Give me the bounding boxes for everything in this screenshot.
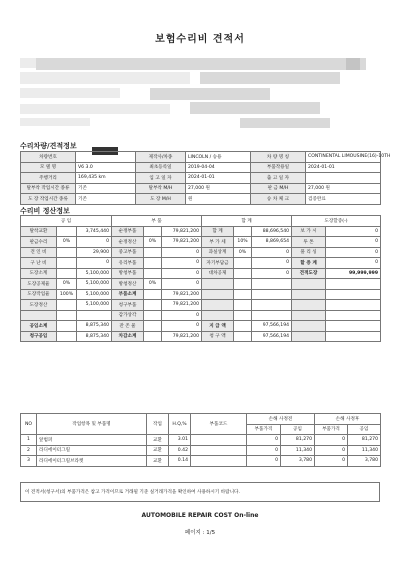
parts-cell: 교환: [147, 435, 169, 446]
sub-labor: 공임: [348, 424, 381, 435]
field-value: 0: [326, 247, 381, 258]
redacted-block: [240, 118, 330, 128]
col-no: NO: [21, 414, 37, 435]
parts-cell: 0: [315, 456, 348, 467]
field-label: 할 증 계: [292, 258, 326, 269]
field-value: 10%: [234, 237, 252, 248]
field-value: [234, 258, 252, 269]
parts-cell: [191, 445, 247, 456]
field-label: 도 장 M/H: [136, 194, 186, 205]
field-label: 방청부품: [112, 268, 144, 279]
field-value: 2024-01-01: [306, 162, 381, 173]
parts-cell: 2: [21, 445, 37, 456]
table-row: [21, 162, 381, 173]
field-value: [57, 268, 77, 279]
redacted-block: [20, 72, 190, 84]
field-value: 5,100,000: [77, 279, 112, 290]
field-value: LINCOLN / 승용: [186, 152, 251, 163]
field-value: 2019-04-04: [186, 162, 251, 173]
header-parts: 부 품: [112, 216, 202, 227]
field-label: [292, 279, 326, 290]
field-value: 0: [326, 258, 381, 269]
field-value: [252, 279, 292, 290]
redacted-block: [20, 118, 90, 126]
field-value: 5,100,000: [77, 268, 112, 279]
field-value: [326, 321, 381, 332]
table-row: [21, 456, 381, 467]
parts-cell: 3,780: [281, 456, 315, 467]
parts-cell: [191, 456, 247, 467]
field-label: 제작사/차종: [136, 152, 186, 163]
field-value: 100%: [57, 289, 77, 300]
table-row: [21, 331, 381, 342]
field-label: [292, 321, 326, 332]
field-value: [77, 310, 112, 321]
field-value: [252, 310, 292, 321]
table-row: [21, 321, 381, 332]
field-value: 2024-01-01: [186, 173, 251, 184]
field-value: 8,875,340: [77, 321, 112, 332]
field-label: 청 구 액: [202, 331, 234, 342]
field-value: 27,000 원: [306, 183, 381, 194]
field-value: [234, 321, 252, 332]
field-value: 원: [186, 194, 251, 205]
settlement-table: [20, 215, 381, 342]
sub-part-price: 부품가격: [247, 424, 281, 435]
field-value: 0%: [144, 237, 162, 248]
header-paint-surcharge: 도장할증(-): [292, 216, 381, 227]
field-value: 79,821,200: [162, 237, 202, 248]
field-value: 29,900: [77, 247, 112, 258]
field-value: 0: [162, 268, 202, 279]
field-value: 79,821,200: [162, 289, 202, 300]
parts-cell: 앞범퍼: [37, 435, 147, 446]
field-label: 차량번호: [21, 152, 76, 163]
parts-cell: 교환: [147, 445, 169, 456]
parts-cell: 11,340: [348, 445, 381, 456]
field-label: 잔 존 물: [112, 321, 144, 332]
vehicle-section-title: 수리차량/견적정보: [20, 142, 77, 150]
field-value: 0%: [144, 279, 162, 290]
field-label: 판 금 M/H: [251, 183, 306, 194]
field-label: 공임소계: [21, 321, 57, 332]
field-label: 도장소계: [21, 268, 57, 279]
field-label: 보 가 시: [292, 226, 326, 237]
field-value: 기존: [76, 194, 136, 205]
redacted-block: [346, 58, 360, 70]
field-label: 도 장 작업시간 종류: [21, 194, 76, 205]
field-value: [144, 289, 162, 300]
footer-title: AUTOMOBILE REPAIR COST On-line: [141, 512, 259, 519]
sub-part-price: 부품가격: [315, 424, 348, 435]
field-value: [252, 289, 292, 300]
field-value: [326, 300, 381, 311]
field-value: [57, 247, 77, 258]
field-value: [234, 268, 252, 279]
table-row: [21, 237, 381, 248]
field-value: [326, 279, 381, 290]
field-value: 0: [162, 321, 202, 332]
field-label: 견 인 비: [21, 247, 57, 258]
sub-labor: 공임: [281, 424, 315, 435]
field-label: 도장공제율: [21, 279, 57, 290]
field-value: 79,821,200: [162, 300, 202, 311]
field-value: 5,100,000: [77, 300, 112, 311]
parts-cell: 1: [21, 435, 37, 446]
vehicle-info-table: [20, 151, 391, 205]
table-row: [21, 310, 381, 321]
field-value: 0: [326, 226, 381, 237]
col-hq: H.Q,%: [169, 414, 191, 435]
table-row: [21, 268, 381, 279]
table-row: [21, 279, 381, 290]
field-value: [326, 310, 381, 321]
parts-cell: 라디에이터그릴: [37, 445, 147, 456]
field-label: 중고부품: [112, 247, 144, 258]
field-label: [202, 300, 234, 311]
field-value: [57, 226, 77, 237]
field-label: 대차공제: [202, 268, 234, 279]
field-label: 순정정산: [112, 237, 144, 248]
field-value: 5,100,000: [77, 289, 112, 300]
field-value: [76, 152, 136, 163]
field-label: 유리부품: [112, 258, 144, 269]
field-label: [292, 300, 326, 311]
field-label: [202, 289, 234, 300]
field-value: 0: [77, 237, 112, 248]
redacted-block: [20, 58, 36, 68]
field-label: 풀 리 싱: [292, 247, 326, 258]
parts-cell: 라디에이터그릴브라켓: [37, 456, 147, 467]
parts-cell: 3,780: [348, 456, 381, 467]
field-label: 부 가 세: [202, 237, 234, 248]
field-value: [234, 226, 252, 237]
field-value: [326, 289, 381, 300]
field-label: 탈부착 작업시간 종류: [21, 183, 76, 194]
redacted-block: [200, 72, 340, 84]
field-value: 0: [252, 247, 292, 258]
redacted-block: [190, 102, 320, 114]
parts-cell: 81,270: [348, 435, 381, 446]
field-value: [57, 300, 77, 311]
parts-cell: 0: [247, 445, 281, 456]
field-value: [57, 331, 77, 342]
field-value: [57, 310, 77, 321]
field-value: 0: [162, 247, 202, 258]
field-value: [144, 321, 162, 332]
field-label: 출 고 일 자: [251, 173, 306, 184]
table-row: [21, 183, 381, 194]
field-label: [292, 331, 326, 342]
field-value: [144, 268, 162, 279]
redacted-block: [150, 88, 270, 100]
col-part-code: 부품코드: [191, 414, 247, 435]
field-label: 방청정산: [112, 279, 144, 290]
col-after-adjust: 손해 사정후: [315, 414, 381, 425]
table-row: [21, 289, 381, 300]
header-labor: 공 임: [21, 216, 112, 227]
parts-cell: [191, 435, 247, 446]
field-value: [234, 300, 252, 311]
field-label: 차감소계: [112, 331, 144, 342]
field-label: [202, 310, 234, 321]
field-label: 탈착교환: [21, 226, 57, 237]
field-label: 판금수리: [21, 237, 57, 248]
redacted-block: [36, 58, 366, 70]
field-value: 0: [252, 258, 292, 269]
page-number: 페이지 : 1/5: [184, 530, 216, 536]
header-total: 합 계: [202, 216, 292, 227]
redacted-block: [20, 88, 120, 98]
table-row: [21, 258, 381, 269]
field-label: 구 난 비: [21, 258, 57, 269]
field-value: 0: [252, 268, 292, 279]
table-row: [21, 226, 381, 237]
field-value: [234, 331, 252, 342]
table-row: [21, 300, 381, 311]
field-value: 0%: [57, 237, 77, 248]
field-value: 97,566,194: [252, 321, 292, 332]
field-label: 청구부품: [112, 300, 144, 311]
field-label: 입 고 일 자: [136, 173, 186, 184]
field-label: 과실상계: [202, 247, 234, 258]
field-value: 8,869,654: [252, 237, 292, 248]
parts-cell: 11,340: [281, 445, 315, 456]
field-value: [326, 331, 381, 342]
field-label: 탈부착 M/H: [136, 183, 186, 194]
field-label: 주행거리: [21, 173, 76, 184]
field-value: 3,745,440: [77, 226, 112, 237]
table-row: [21, 247, 381, 258]
parts-table: [20, 413, 381, 467]
parts-cell: 0: [315, 445, 348, 456]
parts-cell: 교환: [147, 456, 169, 467]
field-value: [57, 321, 77, 332]
field-value: 79,821,200: [162, 331, 202, 342]
field-value: [144, 331, 162, 342]
field-value: V6 3.0: [76, 162, 136, 173]
parts-cell: 0.14: [169, 456, 191, 467]
redacted-block: [20, 104, 170, 114]
col-work: 작업: [147, 414, 169, 435]
field-value: 88,696,540: [252, 226, 292, 237]
col-item: 작업항목 및 부품명: [37, 414, 147, 435]
field-label: [21, 310, 57, 321]
field-value: 169,435 km: [76, 173, 136, 184]
table-row: [21, 435, 381, 446]
field-label: 투 톤: [292, 237, 326, 248]
field-label: 부품작용일: [251, 162, 306, 173]
field-label: 최초등록일: [136, 162, 186, 173]
settlement-section-title: 수리비 정산정보: [20, 207, 70, 215]
field-value: 27,000 원: [186, 183, 251, 194]
parts-cell: 0: [247, 456, 281, 467]
field-label: 도장정산: [21, 300, 57, 311]
field-value: [234, 289, 252, 300]
parts-cell: 3.01: [169, 435, 191, 446]
field-value: [144, 247, 162, 258]
field-label: 부품소계: [112, 289, 144, 300]
field-label: 견적도장: [292, 268, 326, 279]
field-label: 승 차 체 크: [251, 194, 306, 205]
field-value: [144, 226, 162, 237]
field-label: 모 델 명: [21, 162, 76, 173]
field-value: 0: [162, 258, 202, 269]
table-row: [21, 445, 381, 456]
parts-cell: 0: [315, 435, 348, 446]
field-value: 기존: [76, 183, 136, 194]
notice-text: 이 견적서(청구서)의 부품가격은 참고 가격이므로 거래될 기준 실거래가격을 확인하여 사용하시기 바랍니다.: [20, 482, 380, 502]
document-title: 보험수리비 견적서: [155, 34, 245, 45]
field-label: 자기부담금: [202, 258, 234, 269]
field-label: 지 급 액: [202, 321, 234, 332]
field-label: 도장작업율: [21, 289, 57, 300]
field-label: [202, 279, 234, 290]
field-label: 순정부품: [112, 226, 144, 237]
field-value: 0%: [57, 279, 77, 290]
field-value: [252, 300, 292, 311]
field-value: 8,875,340: [77, 331, 112, 342]
field-value: 0: [162, 279, 202, 290]
field-value: [306, 173, 381, 184]
field-label: [292, 289, 326, 300]
field-value: 0: [162, 310, 202, 321]
table-row: [21, 173, 381, 184]
field-value: 97,566,194: [252, 331, 292, 342]
field-label: 합 계: [202, 226, 234, 237]
field-value: [144, 310, 162, 321]
field-value: [234, 279, 252, 290]
parts-cell: 3: [21, 456, 37, 467]
field-value: 0%: [234, 247, 252, 258]
field-value: [234, 310, 252, 321]
field-label: 청구공임: [21, 331, 57, 342]
field-value: 0: [326, 237, 381, 248]
parts-cell: 81,270: [281, 435, 315, 446]
parts-cell: 0: [247, 435, 281, 446]
field-value: [57, 258, 77, 269]
table-row: [21, 152, 381, 163]
field-label: 감가상각: [112, 310, 144, 321]
field-value: [144, 258, 162, 269]
parts-cell: 0.42: [169, 445, 191, 456]
table-row: [21, 194, 381, 205]
field-value: 79,821,200: [162, 226, 202, 237]
field-value: 검증완료: [306, 194, 381, 205]
field-value: 99,999,999: [326, 268, 381, 279]
col-before-adjust: 손해 사정전: [247, 414, 315, 425]
field-value: 0: [77, 258, 112, 269]
field-value: [144, 300, 162, 311]
field-value: CONTINENTAL LIMOUSINE(16)-10TH: [306, 152, 381, 163]
field-label: [292, 310, 326, 321]
field-label: 차 량 명 칭: [251, 152, 306, 163]
